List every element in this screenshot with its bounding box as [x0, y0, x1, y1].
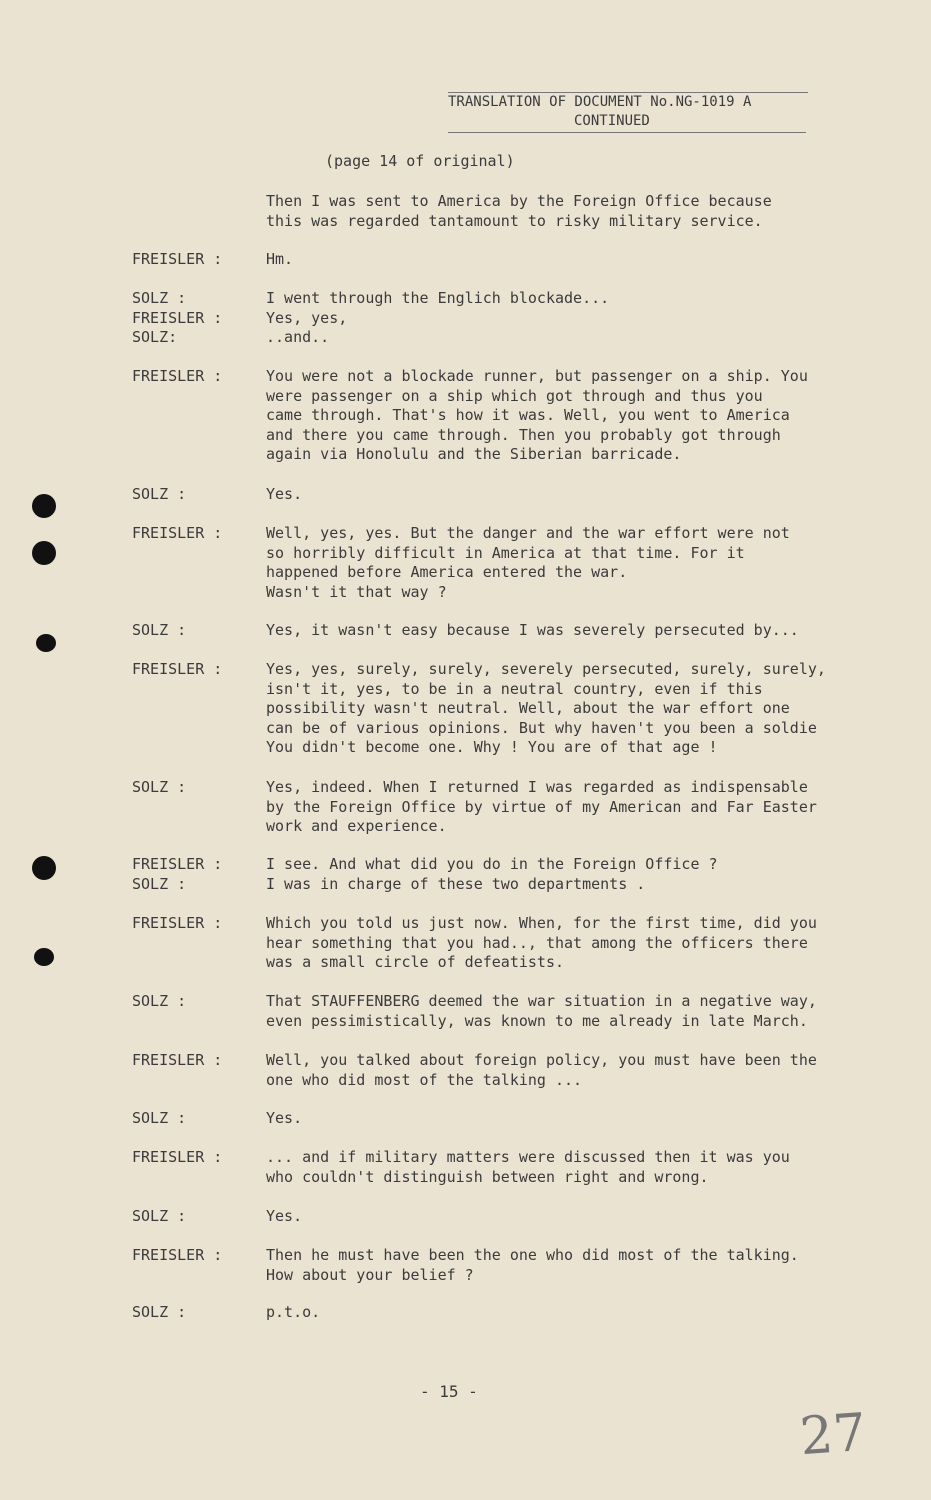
speech-line: You didn't become one. Why ! You are of that age ! [266, 738, 718, 757]
speaker-label: SOLZ : [132, 1109, 187, 1127]
speaker-label: SOLZ : [132, 621, 187, 639]
speaker-label: FREISLER : [132, 1148, 223, 1166]
speech-line: so horribly difficult in America at that time. For it [266, 543, 745, 562]
speaker-label: SOLZ : [132, 778, 187, 796]
speaker-label: SOLZ : [132, 992, 187, 1010]
speaker-label: FREISLER : [132, 367, 223, 385]
speech-text [266, 992, 866, 1031]
speech-line: Well, you talked about foreign policy, you must have been the [266, 1051, 817, 1069]
speech-line: work and experience. [266, 817, 447, 836]
punch-hole [32, 494, 56, 518]
speaker-label: FREISLER : [132, 914, 223, 932]
speech-text [266, 289, 866, 348]
speech-text [266, 1303, 866, 1323]
speech-text [266, 1051, 866, 1090]
speech-line: Yes. [266, 1207, 303, 1225]
speaker-label: FREISLER : [132, 855, 223, 873]
speech-text [266, 250, 866, 270]
speech-line: isn't it, yes, to be in a neutral country, even if this [266, 679, 763, 698]
speech-line: Well, yes, yes. But the danger and the war effort were not [266, 524, 790, 542]
punch-hole [34, 948, 54, 966]
speaker-labels [132, 1148, 252, 1168]
speaker-labels [132, 1207, 252, 1227]
header-continued: CONTINUED [574, 113, 650, 129]
speaker-labels [132, 1109, 252, 1129]
speech-text [266, 778, 866, 837]
speaker-labels [132, 524, 252, 544]
speech-line: again via Honolulu and the Siberian barricade. [266, 445, 682, 464]
intro-line: Then I was sent to America by the Foreign Office because [266, 192, 772, 210]
speech-line: even pessimistically, was known to me already in late March. [266, 1011, 808, 1030]
speech-line: Yes. [266, 485, 303, 503]
speaker-labels [132, 992, 252, 1012]
speech-text [266, 485, 866, 505]
punch-hole [32, 541, 56, 565]
speech-line: Then he must have been the one who did most of the talking. [266, 1246, 799, 1264]
speech-line: I went through the Englich blockade... [266, 289, 610, 307]
speaker-labels [132, 485, 252, 505]
handwritten-page-number: 27 [797, 1402, 869, 1468]
intro-paragraph [266, 192, 826, 231]
speech-text [266, 855, 866, 894]
punch-hole [36, 634, 56, 652]
speech-line: who couldn't distinguish between right and wrong. [266, 1167, 709, 1186]
speech-text [266, 1148, 866, 1187]
speaker-labels [132, 289, 252, 348]
speech-line: Which you told us just now. When, for the first time, did you [266, 914, 817, 932]
speech-line: ..and.. [266, 328, 330, 347]
speaker-label: FREISLER : [132, 524, 223, 542]
speech-text [266, 367, 866, 465]
speech-line: Yes, indeed. When I returned I was regarded as indispensable [266, 778, 808, 796]
speaker-labels [132, 621, 252, 641]
speech-line: That STAUFFENBERG deemed the war situation in a negative way, [266, 992, 817, 1010]
speaker-label: SOLZ : [132, 485, 187, 503]
speaker-label: FREISLER : [132, 308, 223, 327]
speaker-labels [132, 778, 252, 798]
page-number: - 15 - [420, 1382, 478, 1401]
speech-line: possibility wasn't neutral. Well, about the war effort one [266, 699, 790, 718]
speaker-label: SOLZ: [132, 328, 178, 347]
speaker-label: FREISLER : [132, 250, 223, 268]
intro-line: this was regarded tantamount to risky military service. [266, 211, 763, 230]
speaker-labels [132, 660, 252, 680]
speech-text [266, 621, 866, 641]
punch-hole [32, 856, 56, 880]
document-header [448, 92, 808, 133]
speaker-label: SOLZ : [132, 1207, 187, 1225]
speech-line: ... and if military matters were discussed then it was you [266, 1148, 790, 1166]
speech-text [266, 914, 866, 973]
speech-line: Yes. [266, 1109, 303, 1127]
header-bottom-rule [448, 132, 806, 133]
speech-text [266, 660, 866, 758]
speech-line: one who did most of the talking ... [266, 1070, 583, 1089]
speaker-labels [132, 367, 252, 387]
speech-line: by the Foreign Office by virtue of my American and Far Easter [266, 797, 817, 816]
speech-line: I was in charge of these two departments . [266, 874, 646, 893]
speaker-label: SOLZ : [132, 289, 187, 307]
original-page-reference: (page 14 of original) [325, 152, 515, 170]
speaker-labels [132, 250, 252, 270]
speech-line: happened before America entered the war. [266, 563, 628, 582]
speech-line: Yes, it wasn't easy because I was severely persecuted by... [266, 621, 799, 639]
speaker-labels [132, 914, 252, 934]
speech-text [266, 1207, 866, 1227]
speech-line: p.t.o. [266, 1303, 321, 1321]
speech-line: were passenger on a ship which got through and thus you [266, 386, 763, 405]
speech-line: Yes, yes, [266, 308, 348, 327]
speaker-labels [132, 1303, 252, 1323]
speaker-labels [132, 1246, 252, 1266]
speech-line: Yes, yes, surely, surely, severely persecuted, surely, surely, [266, 660, 826, 678]
speaker-label: SOLZ : [132, 1303, 187, 1321]
speech-line: Wasn't it that way ? [266, 582, 447, 601]
speech-line: came through. That's how it was. Well, you went to America [266, 406, 790, 425]
speech-text [266, 1246, 866, 1285]
speech-line: How about your belief ? [266, 1265, 474, 1284]
speech-text [266, 524, 866, 602]
speaker-label: FREISLER : [132, 1051, 223, 1069]
speech-line: I see. And what did you do in the Foreign Office ? [266, 855, 718, 873]
speech-line: was a small circle of defeatists. [266, 953, 565, 972]
speaker-labels [132, 855, 252, 894]
speech-text [266, 1109, 866, 1129]
speech-line: Hm. [266, 250, 294, 268]
speech-line: and there you came through. Then you probably got through [266, 425, 781, 444]
speech-line: can be of various opinions. But why haven't you been a soldie [266, 718, 817, 737]
speech-line: You were not a blockade runner, but passenger on a ship. You [266, 367, 808, 385]
speaker-label: FREISLER : [132, 1246, 223, 1264]
header-title: TRANSLATION OF DOCUMENT No.NG-1019 A [448, 94, 752, 110]
speaker-labels [132, 1051, 252, 1071]
speaker-label: FREISLER : [132, 660, 223, 678]
speaker-label: SOLZ : [132, 874, 187, 893]
speech-line: hear something that you had.., that among the officers there [266, 933, 808, 952]
